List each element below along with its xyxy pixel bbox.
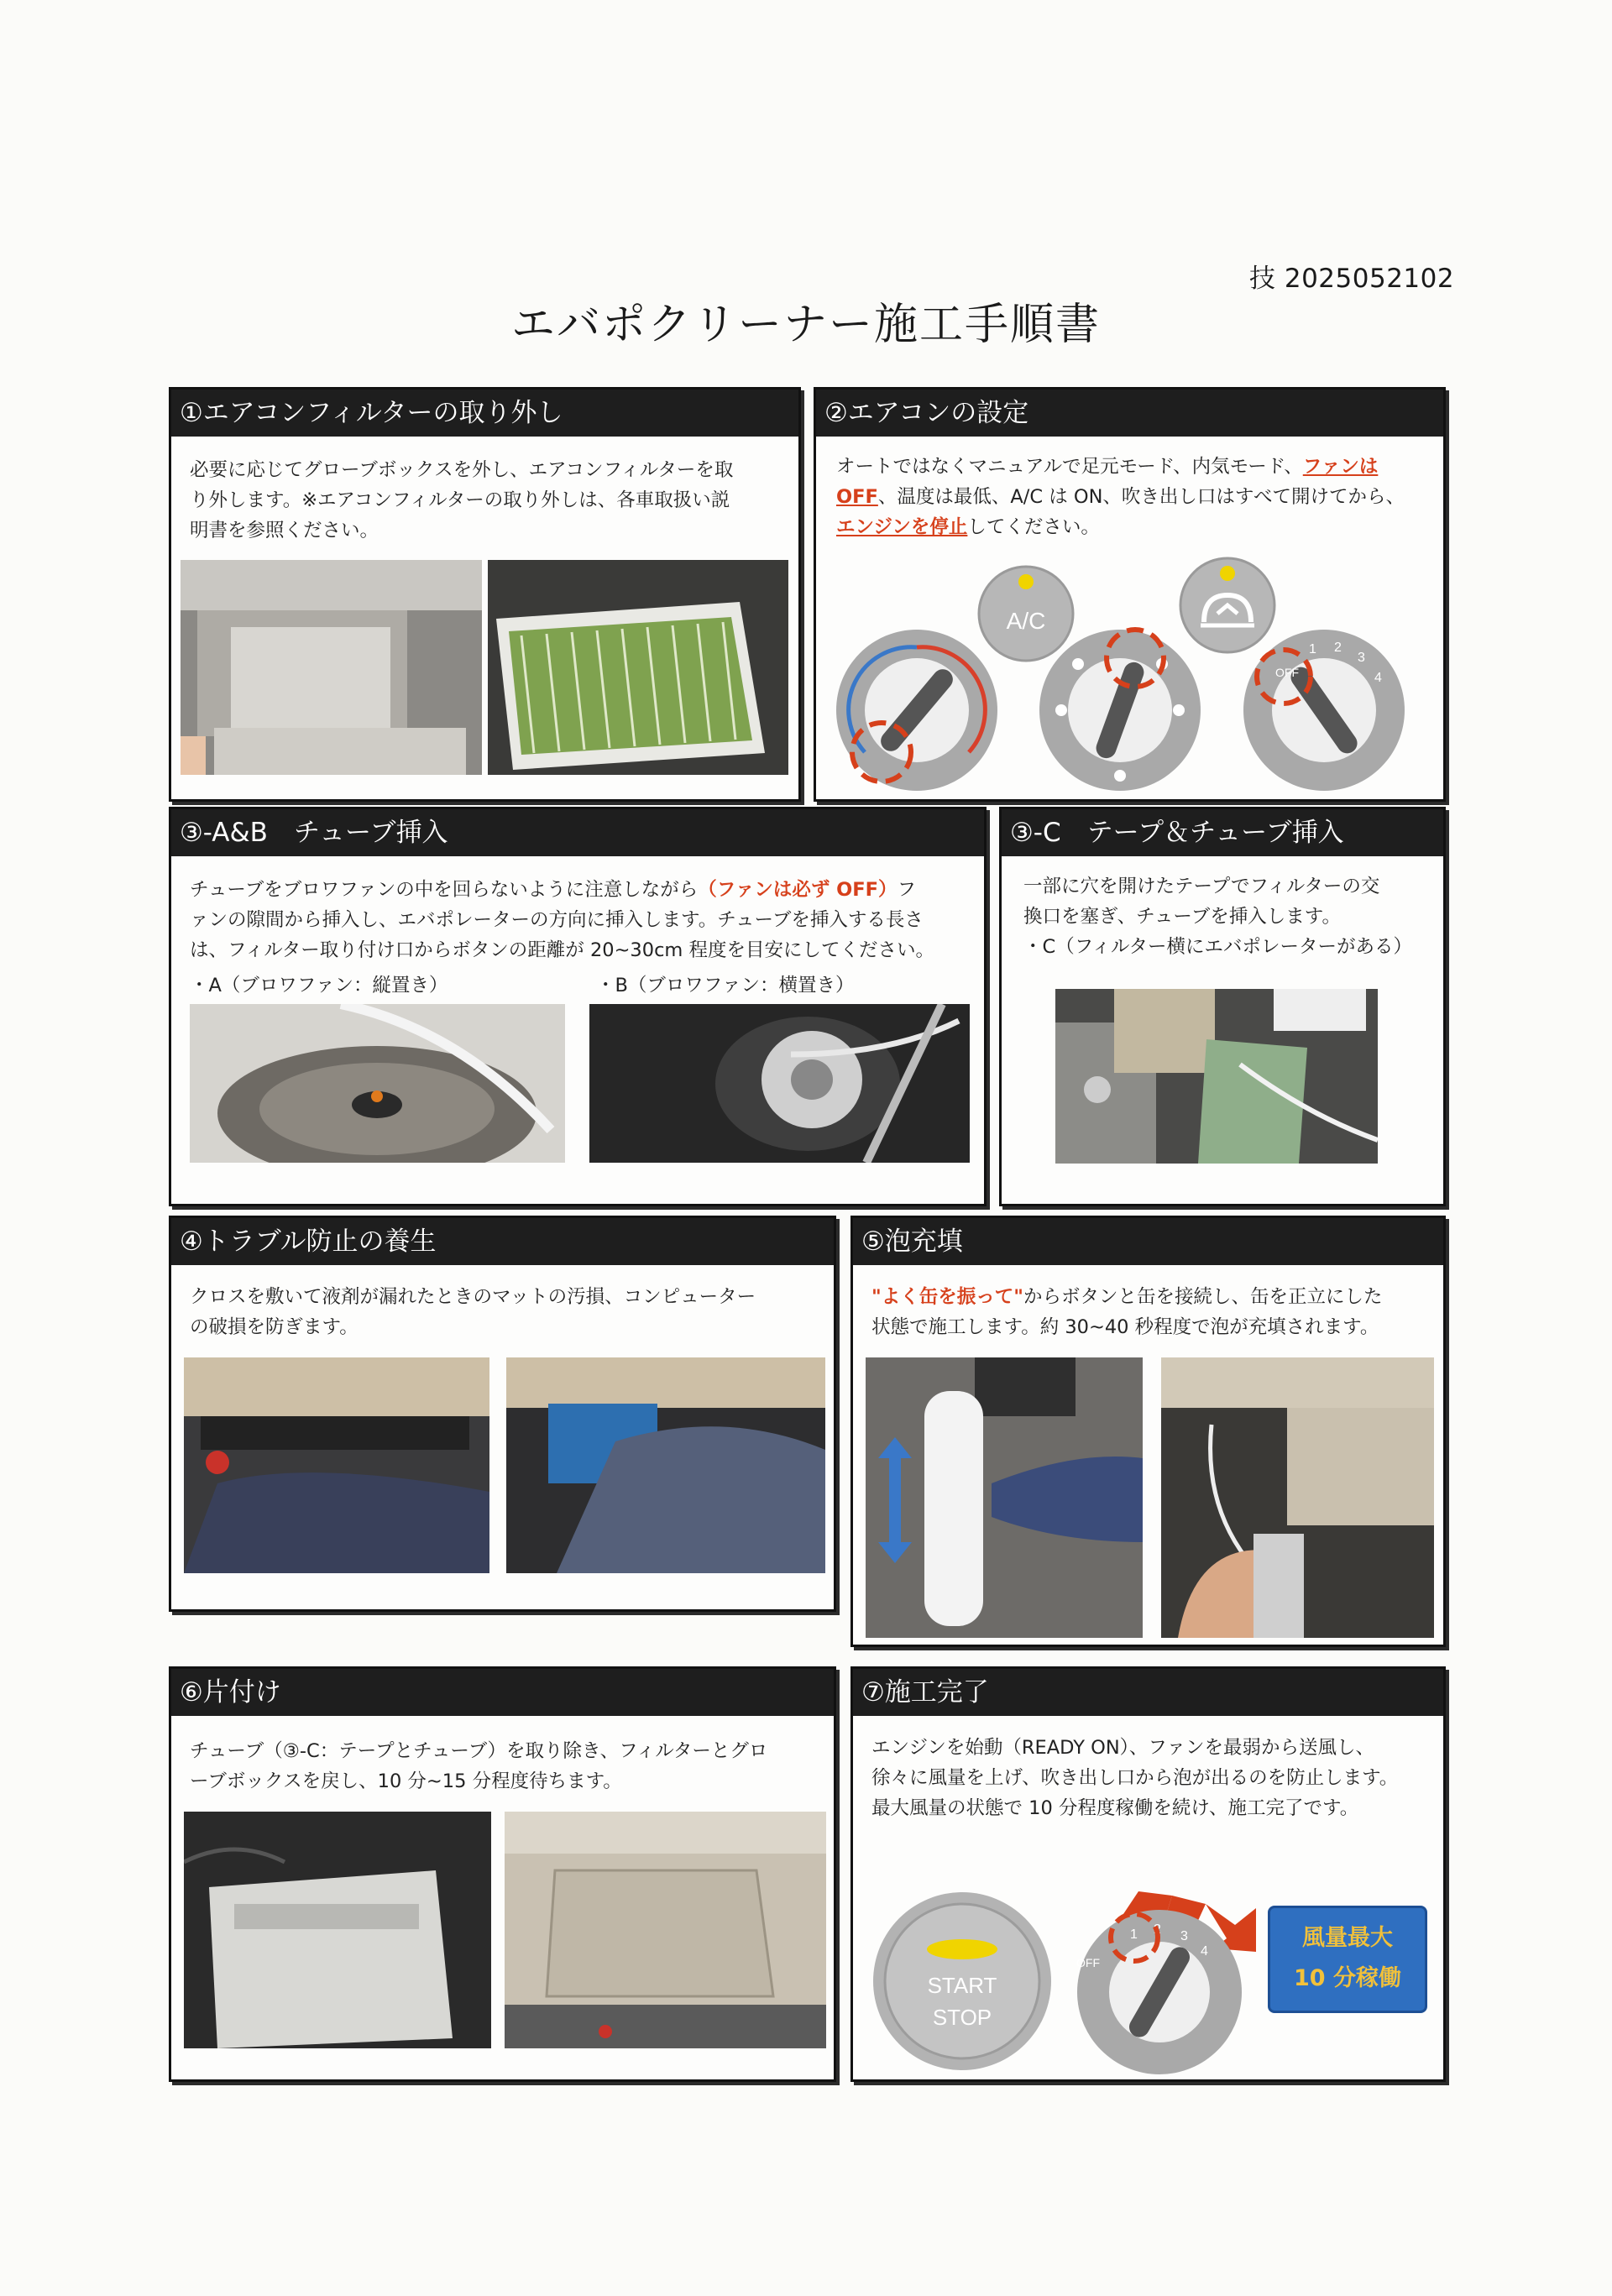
svg-text:2: 2 [1334, 641, 1342, 655]
step2-panel [814, 387, 1446, 802]
step7-panel [850, 1666, 1446, 2082]
badge-line2: 10 分稼働 [1294, 1965, 1401, 1991]
fan-speed-dial [1240, 626, 1408, 794]
photo-blower-horizontal [589, 1004, 970, 1163]
svg-text:STOP: STOP [932, 2005, 992, 2030]
svg-text:4: 4 [1201, 1944, 1208, 1959]
step3ab-heading: ③-A&B チューブ挿入 [171, 809, 984, 856]
photo-green-cabin-filter [488, 560, 788, 775]
step4-panel [169, 1216, 836, 1612]
svg-text:3: 3 [1358, 651, 1365, 665]
photo-blower-vertical [190, 1004, 565, 1163]
badge-line1: 風量最大 [1302, 1925, 1393, 1951]
step5-heading: ⑤泡充填 [853, 1218, 1443, 1265]
photo-tape-tube-insert [1055, 989, 1378, 1164]
step7-text: エンジンを始動（READY ON）、ファンを最弱から送風し、 徐々に風量を上げ、吹き出し口から泡が出るのを防止します。 最大風量の状態で 10 分程度稼働を続け、施工完了です。 [871, 1737, 1399, 1819]
step6-text: チューブ（③-C：テープとチューブ）を取り除き、フィルターとグロ ーブボックスを戻し、10 分~15 分程度待ちます。 [190, 1740, 768, 1792]
max-airflow-badge [1268, 1906, 1427, 2013]
step1-panel [169, 387, 801, 802]
photo-shake-can [866, 1357, 1143, 1638]
svg-text:A/C: A/C [1006, 608, 1046, 634]
fan-speed-dial-max [1063, 1858, 1273, 2078]
step5-text: "よく缶を振って"からボタンと缶を接続し、缶を正立にした 状態で施工します。約 30~40 秒程度で泡が充填されます。 [871, 1286, 1383, 1338]
photo-cloth-protection-1 [184, 1357, 489, 1573]
caption-blower-vertical: ・A（ブロワファン：縦置き） [190, 975, 448, 996]
step3ab-text: チューブをブロワファンの中を回らないように注意しながら（ファンは必ず OFF）フ ァンの隙間から挿入し、エバポレーターの方向に挿入します。チューブを挿入する長さ は、フィルター取り付け口からボタンの距離が 20~30cm 程度を目安にしてください。 [190, 879, 935, 961]
svg-text:1: 1 [1309, 642, 1316, 656]
caption-blower-horizontal: ・B（ブロワファン：横置き） [596, 975, 855, 996]
step3ab-panel [169, 807, 987, 1206]
svg-text:OFF: OFF [1275, 666, 1299, 679]
start-stop-button [870, 1889, 1055, 2074]
photo-filter-reinstalled [184, 1812, 491, 2048]
temperature-dial [833, 626, 1001, 794]
step6-panel [169, 1666, 836, 2082]
step2-text: オートではなくマニュアルで足元モード、内気モード、ファンは OFF、温度は最低、A/C は ON、吹き出し口はすべて開けてから、 エンジンを停止してください。 [836, 456, 1405, 538]
photo-glovebox-restored [505, 1812, 826, 2048]
airflow-mode-dial [1036, 626, 1204, 794]
photo-foam-injection [1161, 1357, 1434, 1638]
step6-heading: ⑥片付け [171, 1669, 834, 1716]
page-title: エバポクリーナー施工手順書 [510, 300, 1101, 350]
step4-heading: ④トラブル防止の養生 [171, 1218, 834, 1265]
step1-text: 必要に応じてグローブボックスを外し、エアコンフィルターを取 り外します。※エアコンフィルターの取り外しは、各車取扱い説 明書を参照ください。 [190, 459, 734, 541]
svg-text:2: 2 [1154, 1922, 1161, 1937]
document-number: 技 2025052102 [1249, 264, 1455, 294]
step3c-text: 一部に穴を開けたテープでフィルターの交 換口を塞ぎ、チューブを挿入します。 ・C（フィルター横にエバポレーターがある） [1023, 876, 1413, 958]
svg-text:OFF: OFF [1076, 1956, 1100, 1969]
step7-heading: ⑦施工完了 [853, 1669, 1443, 1716]
step5-panel [850, 1216, 1446, 1647]
svg-text:1: 1 [1130, 1927, 1138, 1942]
photo-glovebox-removed [181, 560, 482, 775]
photo-cloth-protection-2 [506, 1357, 825, 1573]
svg-text:START: START [927, 1973, 997, 1998]
step3c-panel [999, 807, 1446, 1206]
step2-heading: ②エアコンの設定 [816, 390, 1443, 437]
step4-text: クロスを敷いて液剤が漏れたときのマットの汚損、コンピューター の破損を防ぎます。 [190, 1286, 756, 1338]
svg-text:3: 3 [1180, 1929, 1188, 1943]
step1-heading: ①エアコンフィルターの取り外し [171, 390, 798, 437]
svg-text:4: 4 [1374, 671, 1382, 685]
step3c-heading: ③-C テープ＆チューブ挿入 [1002, 809, 1443, 856]
